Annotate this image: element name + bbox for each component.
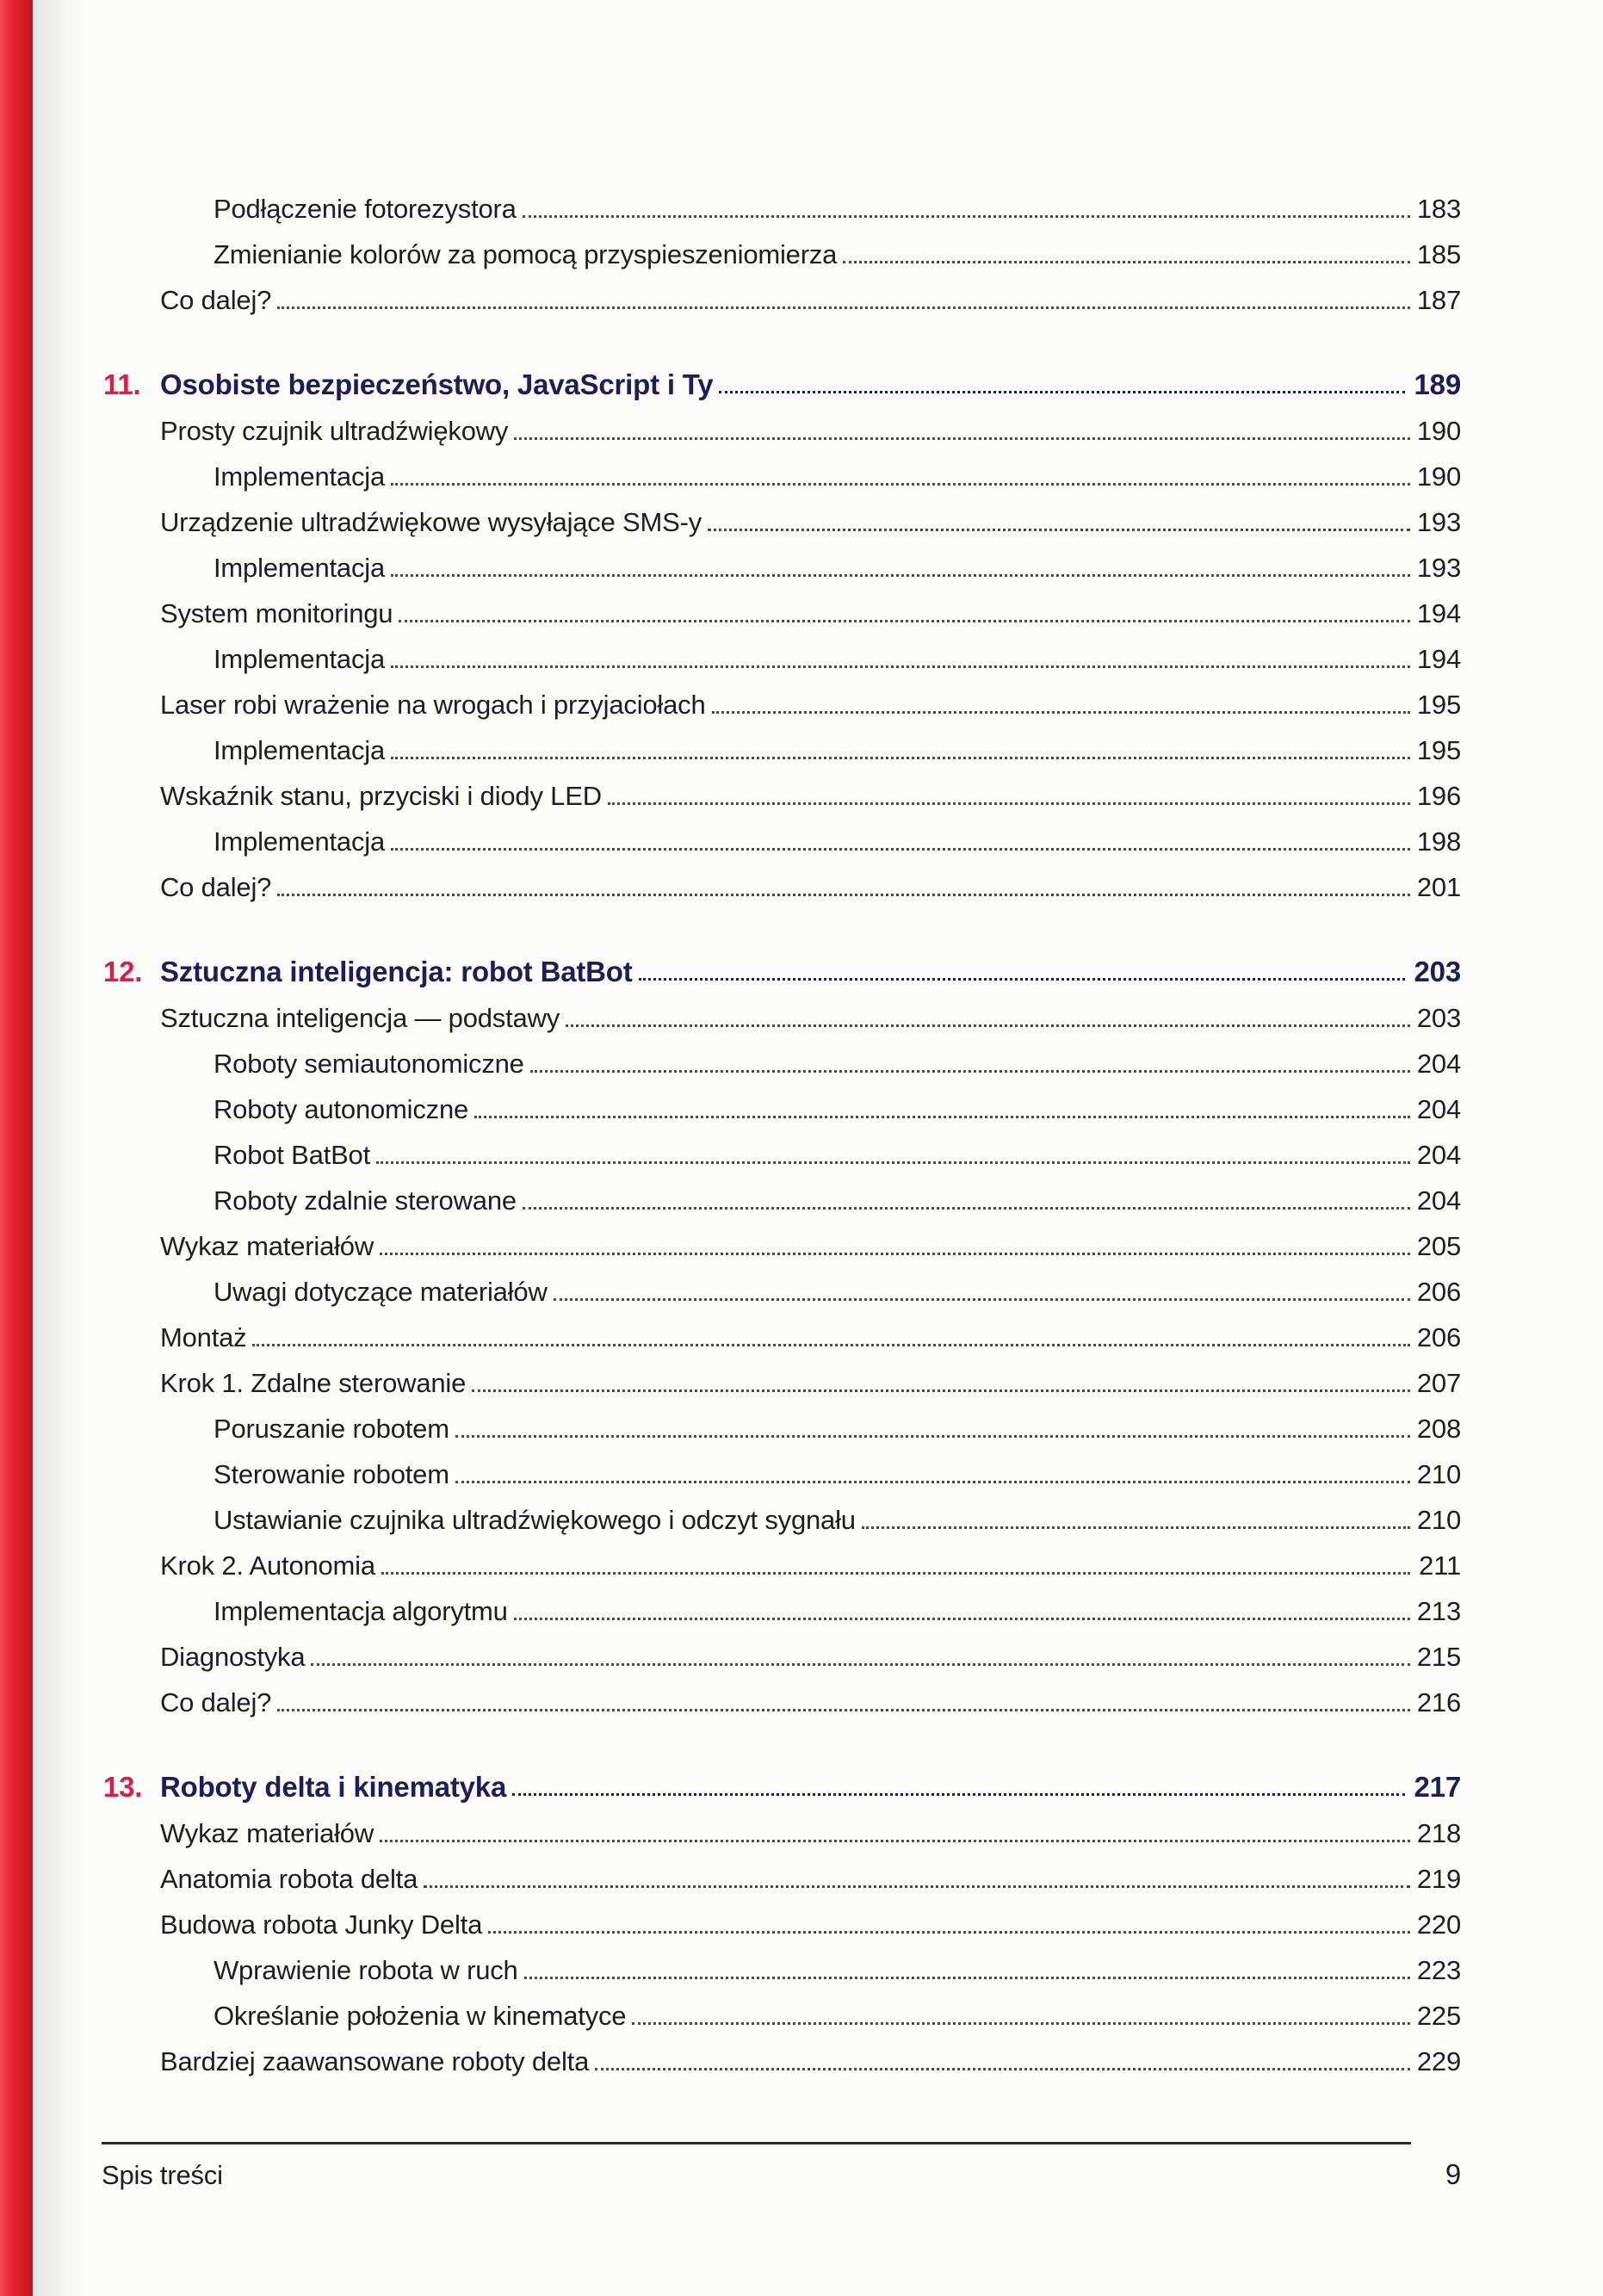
toc-entry [160, 1353, 1461, 1399]
entry-page-number: 204 [1416, 1140, 1461, 1171]
toc-entry [214, 1171, 1461, 1216]
dot-leader [554, 1298, 1410, 1301]
toc-entry [214, 1986, 1461, 2032]
toc-chapter-heading [103, 1758, 1461, 1804]
footer-section-title: Spis treści [102, 2160, 223, 2190]
entry-title: Implementacja [214, 644, 385, 675]
footer-rule [102, 2142, 1411, 2144]
entry-page-number: 206 [1416, 1277, 1461, 1308]
entry-title: Co dalej? [160, 1687, 272, 1718]
entry-page-number: 204 [1416, 1185, 1461, 1216]
entry-page-number: 198 [1416, 826, 1461, 857]
toc-entry [214, 538, 1461, 584]
dot-leader [391, 848, 1410, 851]
toc-entry [214, 721, 1461, 766]
toc [103, 0, 1461, 2077]
dot-leader [424, 1885, 1410, 1888]
entry-page-number: 204 [1416, 1049, 1461, 1080]
dot-leader [524, 1977, 1410, 1979]
entry-page-number: 210 [1416, 1505, 1461, 1536]
entry-page-number: 213 [1416, 1596, 1461, 1627]
dot-leader [514, 1618, 1410, 1620]
dot-leader [719, 391, 1404, 393]
toc-entry [214, 1262, 1461, 1308]
dot-leader [862, 1526, 1410, 1529]
entry-page-number: 208 [1416, 1414, 1461, 1445]
entry-title: Roboty semiautonomiczne [214, 1049, 524, 1080]
entry-page-number: 201 [1416, 872, 1461, 903]
entry-title: Określanie położenia w kinematyce [214, 2001, 627, 2032]
toc-entry [214, 1581, 1461, 1627]
dot-leader [843, 261, 1410, 263]
dot-leader [632, 2022, 1410, 2025]
toc-entry [214, 1399, 1461, 1445]
dot-leader [608, 802, 1410, 805]
entry-page-number: 194 [1416, 644, 1461, 675]
entry-title: Krok 1. Zdalne sterowanie [160, 1368, 467, 1399]
chapter-number: 11. [103, 368, 141, 401]
entry-page-number: 193 [1416, 553, 1461, 584]
entry-title: Implementacja algorytmu [214, 1596, 508, 1627]
toc-entry [160, 988, 1461, 1034]
toc-chapter-heading [103, 943, 1461, 988]
entry-page-number: 204 [1416, 1094, 1461, 1125]
entry-title: Diagnostyka [160, 1642, 306, 1673]
footer-page-number: 9 [1445, 2158, 1461, 2190]
chapter-page-number: 203 [1414, 956, 1461, 988]
entry-page-number: 203 [1416, 1003, 1461, 1034]
chapter-number: 12. [103, 956, 143, 988]
dot-leader [252, 1344, 1410, 1346]
toc-entry [214, 1080, 1461, 1125]
entry-title: Implementacja [214, 826, 385, 857]
dot-leader [391, 574, 1410, 577]
toc-entry [160, 584, 1461, 629]
scan-gutter-shadow [33, 0, 84, 2296]
dot-leader [523, 1207, 1410, 1210]
entry-page-number: 216 [1416, 1687, 1461, 1718]
entry-page-number: 183 [1416, 194, 1461, 225]
dot-leader [277, 894, 1410, 896]
entry-title: System monitoringu [160, 598, 393, 629]
dot-leader [381, 1572, 1410, 1575]
dot-leader [391, 665, 1410, 668]
entry-page-number: 207 [1416, 1368, 1461, 1399]
toc-entry [214, 179, 1461, 225]
entry-page-number: 225 [1416, 2001, 1461, 2032]
entry-title: Wskaźnik stanu, przyciski i diody LED [160, 781, 602, 812]
toc-entry [214, 1445, 1461, 1490]
entry-title: Co dalej? [160, 285, 272, 316]
chapter-title: Osobiste bezpieczeństwo, JavaScript i Ty [160, 368, 714, 401]
dot-leader [455, 1481, 1410, 1483]
toc-entry [160, 1673, 1461, 1718]
toc-chapter-heading [103, 356, 1461, 401]
entry-title: Podłączenie fotorezystora [214, 194, 517, 225]
dot-leader [311, 1663, 1410, 1666]
dot-leader [512, 1793, 1404, 1796]
toc-entry [160, 1627, 1461, 1673]
toc-entry [214, 1490, 1461, 1536]
entry-title: Anatomia robota delta [160, 1864, 418, 1895]
dot-leader [391, 757, 1410, 759]
dot-leader [530, 1070, 1410, 1073]
book-spine-red-stripe [0, 0, 33, 2296]
dot-leader [376, 1161, 1410, 1164]
toc-entry [160, 857, 1461, 903]
dot-leader [595, 2068, 1410, 2070]
toc-entry [214, 1125, 1461, 1171]
entry-page-number: 215 [1416, 1642, 1461, 1673]
dot-leader [277, 1709, 1410, 1711]
entry-page-number: 190 [1416, 416, 1461, 447]
entry-page-number: 194 [1416, 598, 1461, 629]
entry-title: Budowa robota Junky Delta [160, 1909, 483, 1940]
entry-title: Roboty zdalnie sterowane [214, 1185, 517, 1216]
entry-title: Implementacja [214, 553, 385, 584]
dot-leader [474, 1116, 1410, 1118]
chapter-page-number: 217 [1414, 1771, 1461, 1804]
chapter-title: Sztuczna inteligencja: robot BatBot [160, 956, 633, 988]
entry-page-number: 205 [1416, 1231, 1461, 1262]
entry-title: Wprawienie robota w ruch [214, 1955, 518, 1986]
entry-title: Robot BatBot [214, 1140, 370, 1171]
toc-entry [160, 1804, 1461, 1849]
toc-entry [160, 1895, 1461, 1940]
entry-page-number: 187 [1416, 285, 1461, 316]
dot-leader [566, 1024, 1410, 1027]
toc-entry [160, 1216, 1461, 1262]
entry-title: Poruszanie robotem [214, 1414, 449, 1445]
toc-entry [160, 766, 1461, 812]
entry-title: Zmienianie kolorów za pomocą przyspieszeniomierza [214, 239, 838, 270]
chapter-number: 13. [103, 1771, 143, 1804]
entry-page-number: 229 [1416, 2046, 1461, 2077]
entry-page-number: 185 [1416, 239, 1461, 270]
toc-entry [214, 447, 1461, 492]
dot-leader [712, 711, 1410, 714]
dot-leader [639, 978, 1405, 981]
entry-title: Krok 2. Autonomia [160, 1550, 375, 1581]
dot-leader [455, 1435, 1410, 1438]
entry-page-number: 220 [1416, 1909, 1461, 1940]
toc-entry [214, 1940, 1461, 1986]
entry-title: Roboty autonomiczne [214, 1094, 469, 1125]
toc-entry [160, 270, 1461, 316]
entry-title: Implementacja [214, 735, 385, 766]
entry-page-number: 211 [1419, 1550, 1461, 1581]
entry-title: Laser robi wrażenie na wrogach i przyjaciołach [160, 690, 706, 721]
toc-entry [160, 1308, 1461, 1353]
dot-leader [523, 215, 1410, 218]
entry-title: Montaż [160, 1322, 247, 1353]
toc-entry [160, 1536, 1461, 1581]
entry-title: Wykaz materiałów [160, 1231, 374, 1262]
toc-entry [160, 2032, 1461, 2077]
entry-title: Wykaz materiałów [160, 1818, 374, 1849]
entry-title: Bardziej zaawansowane roboty delta [160, 2046, 590, 2077]
toc-entry [160, 675, 1461, 721]
dot-leader [380, 1840, 1410, 1842]
entry-title: Prosty czujnik ultradźwiękowy [160, 416, 509, 447]
dot-leader [380, 1253, 1410, 1255]
dot-leader [514, 437, 1410, 440]
entry-title: Urządzenie ultradźwiękowe wysyłające SMS-y [160, 507, 702, 538]
toc-entry [214, 629, 1461, 675]
toc-entry [214, 812, 1461, 857]
entry-page-number: 195 [1416, 690, 1461, 721]
entry-page-number: 223 [1416, 1955, 1461, 1986]
entry-page-number: 210 [1416, 1459, 1461, 1490]
dot-leader [708, 529, 1410, 531]
toc-entry [160, 492, 1461, 538]
entry-page-number: 195 [1416, 735, 1461, 766]
chapter-page-number: 189 [1414, 368, 1461, 401]
chapter-title: Roboty delta i kinematyka [160, 1771, 507, 1804]
toc-entry [214, 1034, 1461, 1080]
dot-leader [277, 306, 1410, 309]
entry-title: Uwagi dotyczące materiałów [214, 1277, 548, 1308]
entry-title: Ustawianie czujnika ultradźwiękowego i odczyt sygnału [214, 1505, 856, 1536]
entry-title: Co dalej? [160, 872, 272, 903]
dot-leader [488, 1931, 1410, 1934]
dot-leader [399, 620, 1410, 622]
toc-entry [214, 225, 1461, 270]
entry-title: Sztuczna inteligencja — podstawy [160, 1003, 560, 1034]
dot-leader [472, 1389, 1410, 1392]
page-footer [102, 2142, 1461, 2191]
entry-page-number: 196 [1416, 781, 1461, 812]
entry-page-number: 190 [1416, 461, 1461, 492]
entry-title: Sterowanie robotem [214, 1459, 449, 1490]
entry-title: Implementacja [214, 461, 385, 492]
entry-page-number: 219 [1416, 1864, 1461, 1895]
entry-page-number: 218 [1416, 1818, 1461, 1849]
toc-entry [160, 1849, 1461, 1895]
entry-page-number: 206 [1416, 1322, 1461, 1353]
dot-leader [391, 483, 1410, 486]
toc-entry [160, 401, 1461, 447]
entry-page-number: 193 [1416, 507, 1461, 538]
